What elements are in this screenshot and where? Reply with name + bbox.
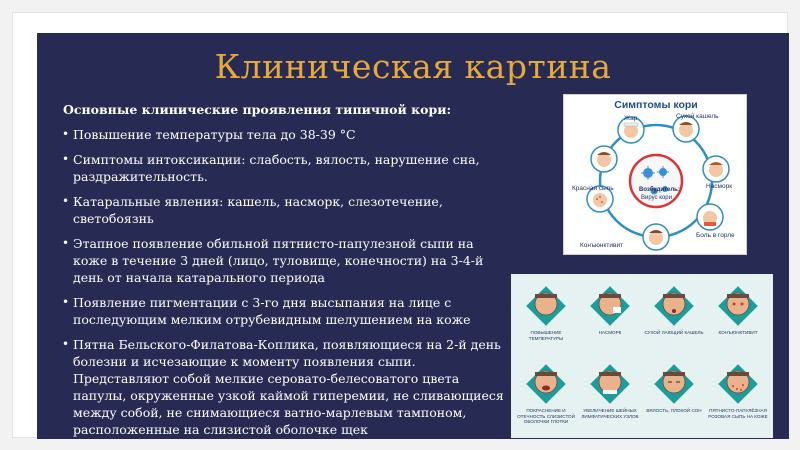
tile-label: ПЯТНИСТО-ПАПУЛЁЗНАЯ РОЗОВАЯ СЫПЬ НА КОЖЕ [708,408,768,419]
bullet: • [62,194,70,208]
label-conjunctivitis: Конъюнктивит [580,242,624,249]
runny-nose-face-icon [585,282,635,330]
bullet: • [62,127,70,141]
tile-label: ПОВЫШЕНИЕ ТЕМПЕРАТУРЫ [528,330,564,341]
tile-conjunctivitis [707,278,769,354]
tile-label: ПОКРАСНЕНИЕ И ОТЕЧНОСТЬ СЛИЗИСТОЙ ОБОЛОЧКИ ГЛОТКИ [517,408,575,424]
label-pathogen: Возбудитель: [639,187,680,193]
cough-face-icon [649,282,699,330]
slide-title: Клиническая картина [214,47,612,86]
list-item-text: Повышение температуры тела до 38-39 °С [73,127,356,142]
label-sore-throat: Боль в горле [696,232,735,239]
tile-label: ВЯЛОСТЬ, ПЛОХОЙ СОН [646,408,702,413]
bullet: • [62,152,70,166]
tile-runny-nose [579,278,641,354]
infographic-title: Симптомы кори [614,99,698,111]
symptom-icon-grid [511,274,773,438]
list-item-text: Пятна Бельского-Филатова-Коплика, появляющиеся на 2-й день болезни и исчезающие к моменту появления сыпи. Представляют собой мелкие серовато-белесоватого цвета папулы, окруженные узкой каймой гиперемии, не сливающиеся между собой, не снимающиеся ватно-марлевым тампоном, расположенные на слизистой оболочке щек [73,337,504,437]
tile-label: СУХОЙ ЛАЮЩИЙ КАШЕЛЬ [644,330,704,335]
content-column [59,101,509,439]
lymph-nodes-face-icon [585,360,635,408]
label-fever: Жар [624,115,638,122]
bullet: • [62,295,70,309]
list-item-text: Этапное появление обильной пятнисто-папулезной сыпи на коже в течение 3 дней (лицо, туловище, конечности) на 3-4-й день от начала катарального периода [73,236,484,285]
list-item [59,193,509,227]
slide [37,33,789,439]
child-face-conjunctivitis-icon [643,224,669,250]
child-face-runny-nose-icon [703,156,729,182]
conjunctivitis-face-icon [713,282,763,330]
label-red-rash: Красная сыпь [572,185,614,192]
lethargy-face-icon [649,360,699,408]
tile-lymph-nodes [579,356,641,432]
list-item-text: Появление пигментации с 3-го дня высыпания на лице с последующим мелким отрубевидным шелушением на коже [73,295,471,327]
tile-fever [515,278,577,354]
label-measles-virus: Вирус кори [641,195,672,201]
symptoms-infographic [563,94,747,255]
list-item-text: Катаральные явления: кашель, насморк, слезотечение, светобоязнь [73,194,443,226]
tile-throat [515,356,577,432]
throat-face-icon [521,360,571,408]
list-item [59,336,509,438]
tile-label: КОНЪЮНКТИВИТ [718,330,758,335]
child-face-extra-icon [591,146,617,172]
intro-heading: Основные клинические проявления типичной кори: [63,102,452,117]
tile-label: УВЕЛИЧЕНИЕ ШЕЙНЫХ ЛИМФАТИЧЕСКИХ УЗЛОВ [581,408,639,419]
tile-label: НАСМОРК [598,330,622,335]
slide-frame [12,12,788,438]
tile-cough [643,278,705,354]
tile-rash [707,356,769,432]
bullet: • [62,236,70,250]
tile-lethargy [643,356,705,432]
rash-face-icon [713,360,763,408]
list-item [59,126,509,143]
child-face-sore-throat-icon [697,204,723,230]
list-item [59,235,509,286]
label-runny-nose: Насморк [706,183,733,190]
symptom-list [59,126,509,438]
fever-face-icon [521,282,571,330]
list-item [59,151,509,185]
label-dry-cough: Сухой кашель [676,113,719,120]
bullet: • [62,337,70,351]
list-item [59,294,509,328]
list-item-text: Симптомы интоксикации: слабость, вялость, нарушение сна, раздражительность. [73,152,480,184]
